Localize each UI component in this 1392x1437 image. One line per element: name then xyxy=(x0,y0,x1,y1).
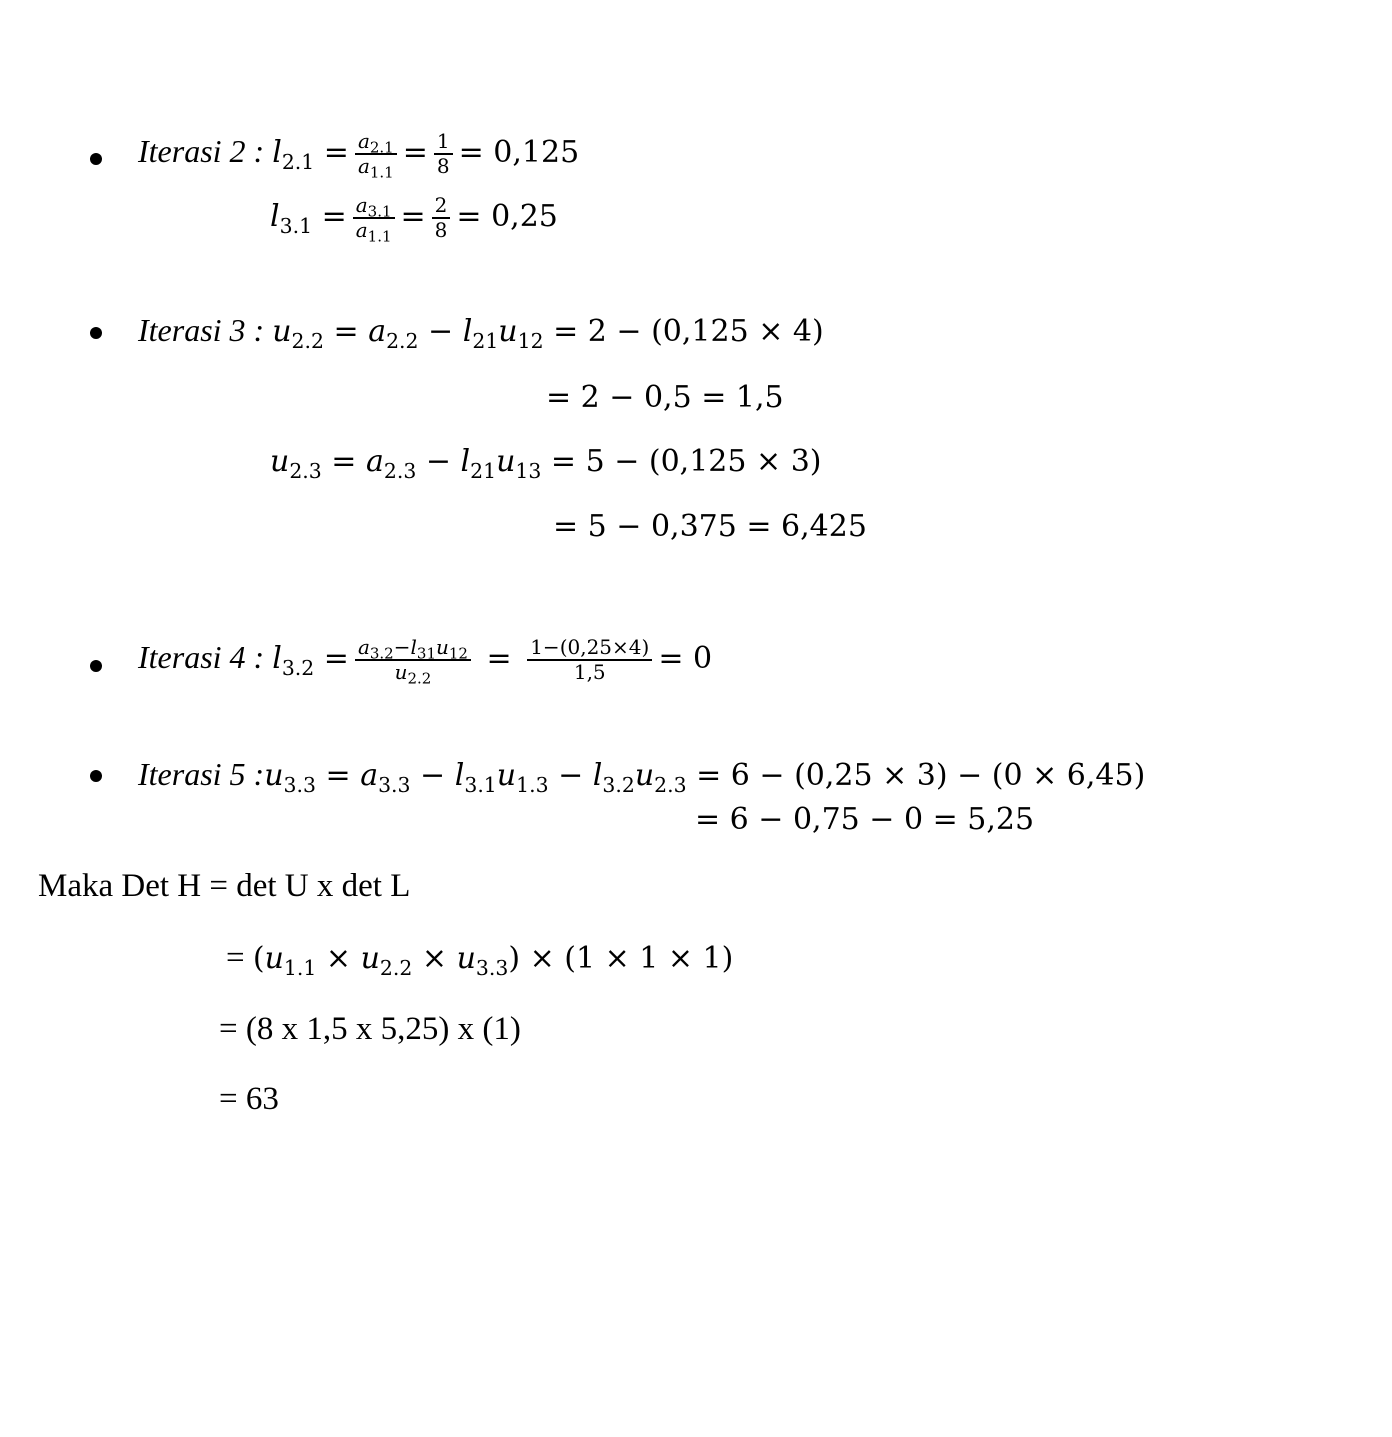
bullet-iterasi-5 xyxy=(90,770,102,782)
conclusion-step-2: = (8 x 1,5 x 5,25) x (1) xyxy=(219,1011,521,1047)
iterasi-4-label: Iterasi 4 : xyxy=(138,639,273,675)
l21-result: = 0,125 xyxy=(458,135,580,170)
bullet-iterasi-2 xyxy=(90,153,102,165)
iterasi-5-label: Iterasi 5 : xyxy=(138,756,265,792)
iterasi-3-u22-continuation: = 2 − 0,5 = 1,5 xyxy=(546,380,784,415)
u33-expression: = 6 − (0,25 × 3) − (0 × 6,45) xyxy=(696,758,1146,793)
l32-result: = 0 xyxy=(658,641,713,676)
bullet-iterasi-3 xyxy=(90,327,102,339)
bullet-iterasi-4 xyxy=(90,660,102,672)
l31-result: = 0,25 xyxy=(456,199,558,234)
iterasi-3-u23-continuation: = 5 − 0,375 = 6,425 xyxy=(553,509,867,544)
iterasi-5-continuation: = 6 − 0,75 − 0 = 5,25 xyxy=(695,802,1035,837)
u23-expression: = 5 − (0,125 × 3) xyxy=(550,444,822,479)
iterasi-5-u33-line: Iterasi 5 $:u_{3.3} = a_{3.3} - l_{3.1}u_{1.3} - l_{3.2}u_{2.3} = 6 - (0,25 \times 3) - (0 \times 6,45)$ xyxy=(138,756,1146,798)
iterasi-3-label: Iterasi 3 : xyxy=(138,312,273,348)
iterasi-3-u22-line: Iterasi 3 : $u_{2.2} = a_{2.2} - l_{21}u_{12} = 2 - (0,125 \times 4)$ xyxy=(138,312,824,354)
iterasi-2-l31-line: $l_{3.1}$ = $\frac{a_{3.1}}{a_{1.1}}$ = $\frac{2}{8}$ = 0,25 xyxy=(270,193,558,246)
iterasi-2-label: Iterasi 2 : xyxy=(138,133,273,169)
fraction-l32-numeric: $\frac{1-(0,25\times 4)}{1,5}$ xyxy=(527,636,652,684)
iterasi-4-l32-line: Iterasi 4 : $l_{3.2}$ = $\frac{a_{3.2}-l_{31}u_{12}}{u_{2.2}}$ = $\frac{1-(0,25\times 4)}{1,5}$ = 0 xyxy=(138,635,713,688)
conclusion-heading: Maka Det H = det U x det L xyxy=(38,868,411,904)
fraction-1-over-8: $\frac{1}{8}$ xyxy=(434,130,453,178)
fraction-a21-over-a11: $\frac{a_{2.1}}{a_{1.1}}$ xyxy=(355,130,397,178)
conclusion-step-1: = $(u_{1.1} \times u_{2.2} \times u_{3.3}) \times (1 \times 1 \times 1)$ xyxy=(226,940,734,981)
fraction-2-over-8: $\frac{2}{8}$ xyxy=(432,194,451,242)
iterasi-2-l21-line: Iterasi 2 : $l_{2.1}$ = $\frac{a_{2.1}}{a_{1.1}}$ = $\frac{1}{8}$ = 0,125 xyxy=(138,129,580,182)
fraction-l32-symbolic: $\frac{a_{3.2}-l_{31}u_{12}}{u_{2.2}}$ xyxy=(355,636,471,684)
iterasi-3-u23-line: $u_{2.3} = a_{2.3} - l_{21}u_{13} = 5 - (0,125 \times 3)$ xyxy=(270,444,822,484)
fraction-a31-over-a11: $\frac{a_{3.1}}{a_{1.1}}$ xyxy=(353,194,395,242)
u22-expression: = 2 − (0,125 × 4) xyxy=(553,314,824,349)
conclusion-step-3: = 63 xyxy=(219,1081,279,1117)
